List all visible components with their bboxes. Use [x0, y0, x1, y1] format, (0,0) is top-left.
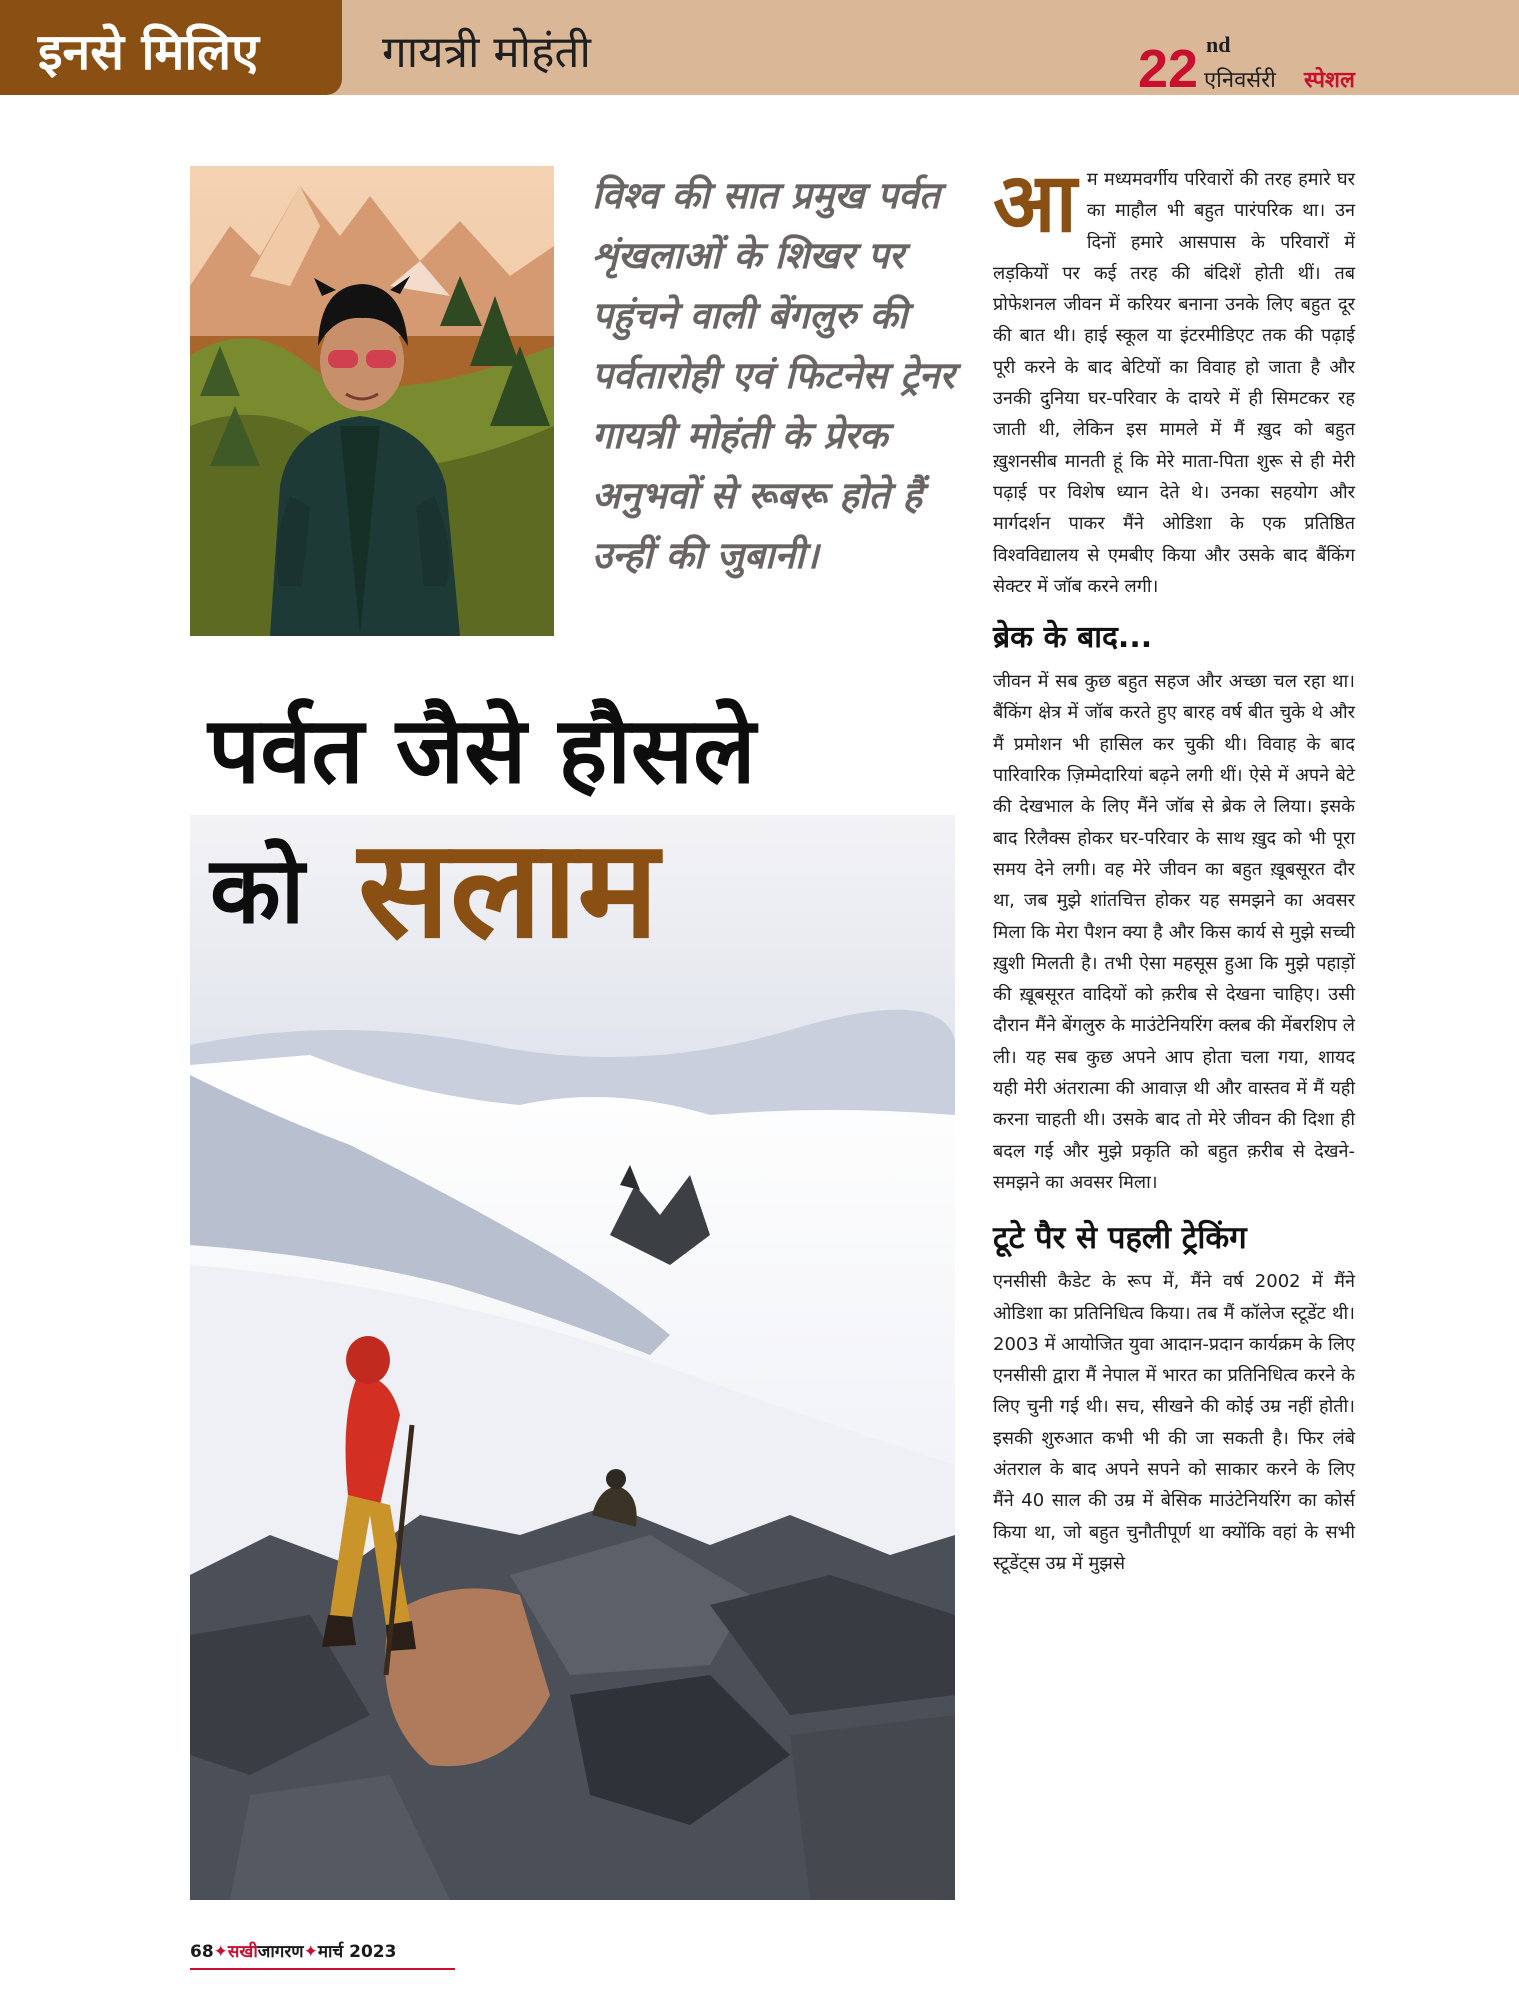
- brand-prefix: सखी: [227, 1942, 258, 1962]
- page-number: 68: [190, 1942, 214, 1962]
- headline-line-2-prefix: को: [210, 837, 305, 944]
- issue-date: मार्च 2023: [317, 1942, 397, 1962]
- footer-separator-icon: ✦: [213, 1942, 228, 1962]
- anniversary-badge: [1138, 32, 1518, 99]
- portrait-illustration: [190, 166, 554, 636]
- intro-deck: विश्व की सात प्रमुख पर्वत शृंखलाओं के शिखर पर पहुंचने वाली बेंगलुरु की पर्वतारोही एवं फिटनेस ट्रेनर गायत्री मोहंती के प्रेरक अनुभवों से रूबरू होते हैं उन्हीं की जुबानी।: [592, 174, 955, 577]
- anniversary-superscript: nd: [1206, 32, 1231, 57]
- article-paragraph-3: एनसीसी कैडेट के रूप में, मैंने वर्ष 2002 में मैंने ओडिशा का प्रतिनिधित्व किया। तब मैं कॉलेज स्टूडेंट थी। 2003 में आयोजित युवा आदान-प्रदान कार्यक्रम के लिए एनसीसी द्वारा मैं नेपाल में भारत का प्रतिनिधित्व करने के लिए चुनी गई थी। सच, सीखने की कोई उम्र नहीं होती। इसकी शुरुआत कभी भी की जा सकती है। फिर लंबे अंतराल के बाद अपने सपने को साकार करने के लिए मैंने 40 साल की उम्र में बेसिक माउंटेनियरिंग का कोर्स किया था, जो बहुत चुनौतीपूर्ण था क्योंकि वहां के सभी स्टूडेंट्स उम्र में मुझसे: [993, 1271, 1355, 1574]
- article-paragraph-2: जीवन में सब कुछ बहुत सहज और अच्छा चल रहा था। बैंकिंग क्षेत्र में जॉब करते हुए बारह वर्ष बीत चुके थे और मैं प्रमोशन भी हासिल कर चुकी थी। विवाह के बाद पारिवारिक ज़िम्मेदारियां बढ़ने लगी थीं। ऐसे में अपने बेटे की देखभाल के लिए मैंने जॉब से ब्रेक ले लिया। इसके बाद रिलैक्स होकर घर-परिवार के साथ ख़ुद को भी पूरा समय देने लगी। वह मेरे जीवन का बहुत ख़ूबसूरत दौर था, जब मुझे शांतचित्त होकर यह समझने का अवसर मिला कि मेरा पैशन क्या है और किस कार्य से मुझे सच्ची ख़ुशी मिलती है। तभी ऐसा महसूस हुआ कि मुझे पहाड़ों की ख़ूबसूरत वादियों को क़रीब से देखना चाहिए। उसी दौरान मैंने बेंगलुरु के माउंटेनियरिंग क्लब की मेंबरशिप ले ली। यह सब कुछ अपने आप होता चला गया, शायद यही मेरी अंतरात्मा की आवाज़ थी और वास्तव में मैं यही करना चाहती थी। उसके बाद तो मेरे जीवन की दिशा ही बदल गई और मुझे प्रकृति को बहुत क़रीब से देखने-समझने का अवसर मिला।: [993, 671, 1355, 1193]
- headline-line-2-highlight: सलाम: [358, 811, 659, 969]
- mountain-illustration: [190, 811, 955, 1900]
- footer-rule: [190, 1968, 455, 1970]
- page-footer: [190, 1939, 396, 1962]
- article-paragraph-1: [993, 156, 1355, 602]
- anniversary-word: एनिवर्सरी: [1204, 68, 1276, 93]
- paragraph-1-text: म मध्यमवर्गीय परिवारों की तरह हमारे घर का माहौल भी बहुत पारंपरिक था। उन दिनों हमारे आसपास के परिवारों में लड़कियों पर कई तरह की बंदिशें होती थीं। तब प्रोफेशनल जीवन में करियर बनाना उनके लिए बहुत दूर की बात थी। हाई स्कूल या इंटरमीडिएट तक की पढ़ाई पूरी करने के बाद बेटियों का विवाह हो जाता है और उनकी दुनिया घर-परिवार के दायरे में ही सिमटकर रह जाती थी, लेकिन इस मामले में मैं ख़ुद को बहुत ख़ुशनसीब मानती हूं कि मेरे माता-पिता शुरू से ही मेरी पढ़ाई पर विशेष ध्यान देते थे। उनका सहयोग और मार्गदर्शन पाकर मैंने ओडिशा के एक प्रतिष्ठित विश्वविद्यालय से एमबीए किया और उसके बाद बैंकिंग सेक्टर में जॉब करने लगी।: [993, 169, 1355, 597]
- drop-cap: आ: [993, 156, 1077, 251]
- person-name: गायत्री मोहंती: [382, 27, 591, 78]
- footer-separator-icon-2: ✦: [303, 1942, 318, 1962]
- article-column: [993, 156, 1355, 1579]
- portrait-photo: [190, 166, 554, 636]
- brand-name: जागरण: [257, 1942, 304, 1962]
- mountain-photo: [190, 811, 955, 1900]
- subhead-break: ब्रेक के बाद...: [993, 620, 1153, 656]
- anniversary-special: स्पेशल: [1304, 68, 1355, 93]
- headline-line-1: पर्वत जैसे हौसले: [208, 697, 756, 804]
- section-label: इनसे मिलिए: [38, 23, 259, 81]
- subhead-first-trekking: टूटे पैर से पहली ट्रेकिंग: [993, 1220, 1247, 1257]
- anniversary-number: 22: [1138, 39, 1199, 99]
- section-tab: [0, 0, 342, 95]
